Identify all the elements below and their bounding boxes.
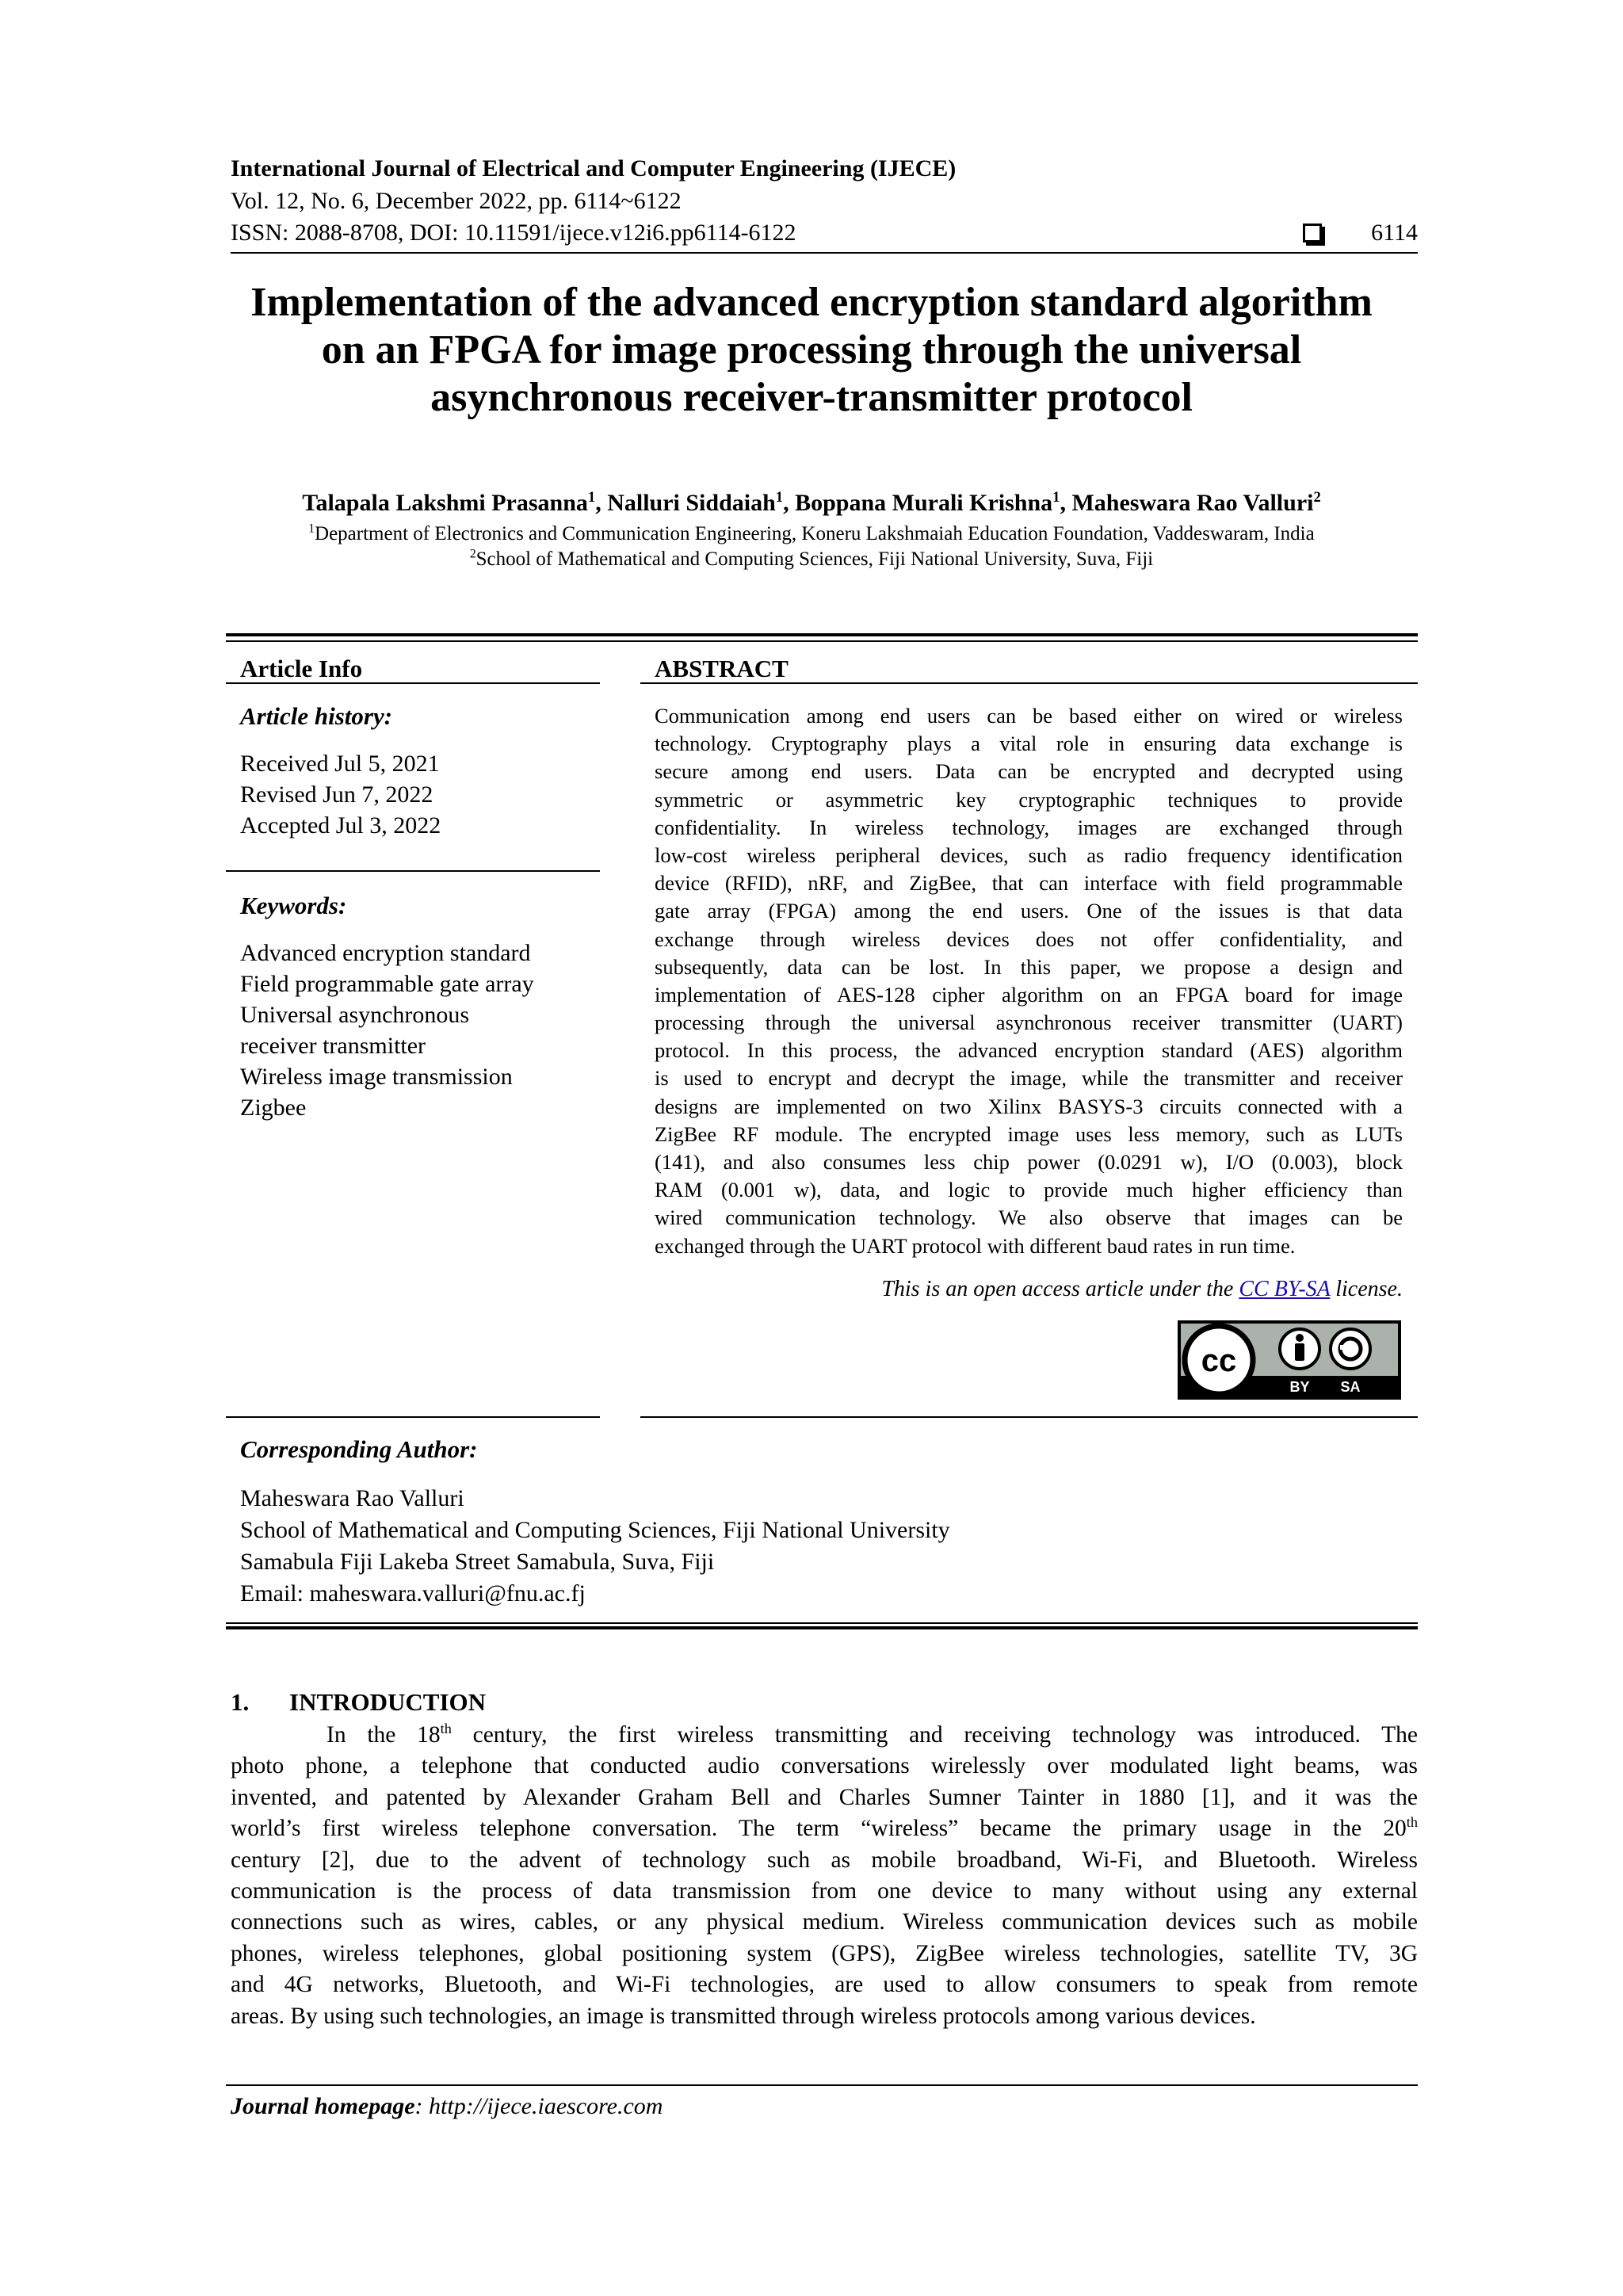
abstract-line: ZigBee RF module. The encrypted image uses less memory, such as LUTs xyxy=(655,1121,1403,1146)
abstract-line: symmetric or asymmetric key cryptographic techniques to provide xyxy=(655,787,1403,812)
author-separator: , xyxy=(1060,490,1072,516)
box-top-rule xyxy=(226,633,1418,636)
abstract-line: exchanged through the UART protocol with different baud rates in run time. xyxy=(655,1233,1296,1258)
intro-line: invented, and patented by Alexander Graham Bell and Charles Sumner Tainter in 1880 [1], and it was the xyxy=(231,1784,1418,1810)
box-top-rule-inner xyxy=(226,640,1418,642)
abstract-line: confidentiality. In wireless technology, images are exchanged through xyxy=(655,815,1403,839)
abstract-heading: ABSTRACT xyxy=(655,655,789,682)
abstract-line: wired communication technology. We also observe that images can be xyxy=(655,1205,1403,1230)
affiliation xyxy=(158,522,1465,546)
ordinal-suffix: th xyxy=(440,1721,452,1737)
intro-line: connections such as wires, cables, or any physical medium. Wireless communication devices such as mobile xyxy=(231,1909,1418,1935)
intro-line: photo phone, a telephone that conducted audio conversations wirelessly over modulated light beams, was xyxy=(231,1753,1418,1779)
intro-line xyxy=(231,1720,1418,1751)
abstract-line: Communication among end users can be based either on wired or wireless xyxy=(655,704,1403,728)
author-name: Talapala Lakshmi Prasanna xyxy=(302,490,588,516)
section-heading-introduction xyxy=(231,1688,486,1717)
footer-rule xyxy=(226,2084,1418,2086)
intro-line: and 4G networks, Bluetooth, and Wi-Fi technologies, are used to allow consumers to speak from remote xyxy=(231,1972,1418,1998)
accepted-date: Accepted Jul 3, 2022 xyxy=(240,812,441,839)
abstract-line: exchange through wireless devices does not offer confidentiality, and xyxy=(655,926,1403,951)
author-separator: , xyxy=(783,490,796,516)
license-link[interactable]: CC BY-SA xyxy=(1239,1277,1331,1301)
license-suffix: license. xyxy=(1330,1277,1403,1301)
abstract-rule xyxy=(640,682,1418,684)
author-affil-mark: 2 xyxy=(1313,489,1321,506)
affil-mark: 1 xyxy=(308,521,315,536)
introduction-text xyxy=(231,1720,1418,2032)
corresponding-author-name: Maheswara Rao Valluri xyxy=(240,1485,464,1511)
article-info-heading: Article Info xyxy=(240,655,363,682)
intro-line: communication is the process of data transmission from one device to many without using any external xyxy=(231,1878,1418,1904)
abstract-line: (141), and also consumes less chip power (0.0291 w), I/O (0.003), block xyxy=(655,1150,1403,1174)
author-name: Nalluri Siddaiah xyxy=(607,490,776,516)
abstract-line: RAM (0.001 w), data, and logic to provide much higher efficiency than xyxy=(655,1178,1403,1202)
keyword: Universal asynchronous xyxy=(240,1002,470,1028)
box-bottom-rule xyxy=(226,1626,1418,1629)
intro-text-run: century, the first wireless transmitting and receiving technology was introduced. The xyxy=(451,1722,1418,1748)
corresponding-author-heading: Corresponding Author: xyxy=(240,1435,478,1463)
abstract-bottom-rule xyxy=(640,1416,1418,1418)
header-rule xyxy=(231,252,1418,254)
keyword: Wireless image transmission xyxy=(240,1064,513,1090)
affiliation-text: Department of Electronics and Communication Engineering, Koneru Lakshmaiah Education Foundation, Vaddeswaram, India xyxy=(315,523,1315,544)
abstract-line: secure among end users. Data can be encrypted and decrypted using xyxy=(655,759,1403,784)
title-line: asynchronous receiver-transmitter protocol xyxy=(430,375,1193,420)
homepage-separator: : xyxy=(414,2093,430,2119)
homepage-url[interactable]: http://ijece.iaescore.com xyxy=(429,2093,663,2119)
author-separator: , xyxy=(595,490,608,516)
keyword: Field programmable gate array xyxy=(240,971,534,997)
sa-label: SA xyxy=(1340,1379,1361,1395)
abstract-line: technology. Cryptography plays a vital role in ensuring data exchange is xyxy=(655,732,1403,756)
received-date: Received Jul 5, 2021 xyxy=(240,751,440,777)
author-affil-mark: 1 xyxy=(587,489,596,506)
affiliation-text: School of Mathematical and Computing Sciences, Fiji National University, Suva, Fiji xyxy=(475,548,1154,570)
abstract-line: implementation of AES-128 cipher algorithm on an FPGA board for image xyxy=(655,982,1403,1007)
abstract-line: low-cost wireless peripheral devices, such as radio frequency identification xyxy=(655,842,1403,867)
affil-mark: 2 xyxy=(469,547,476,561)
abstract-line: designs are implemented on two Xilinx BASYS-3 circuits connected with a xyxy=(655,1094,1403,1118)
journal-name: International Journal of Electrical and Computer Engineering (IJECE) xyxy=(231,155,957,181)
author-affil-mark: 1 xyxy=(775,489,784,506)
volume-info: Vol. 12, No. 6, December 2022, pp. 6114~6122 xyxy=(231,188,682,214)
corresponding-author-address: Samabula Fiji Lakeba Street Samabula, Suva, Fiji xyxy=(240,1549,715,1575)
intro-line: areas. By using such technologies, an image is transmitted through wireless protocols among various devices. xyxy=(231,2003,1256,2029)
author-affil-mark: 1 xyxy=(1052,489,1060,506)
cc-by-sa-icon[interactable] xyxy=(1178,1320,1401,1400)
homepage-label: Journal homepage xyxy=(231,2093,415,2119)
by-label: BY xyxy=(1289,1379,1310,1395)
square-icon xyxy=(1303,223,1322,243)
keywords-heading: Keywords: xyxy=(240,892,347,919)
section-title: INTRODUCTION xyxy=(289,1688,487,1716)
issn-doi: ISSN: 2088-8708, DOI: 10.11591/ijece.v12i6.pp6114-6122 xyxy=(231,220,796,246)
cc-badge-letters: cc xyxy=(1201,1343,1237,1378)
corresponding-author-email: Email: maheswara.valluri@fnu.ac.fj xyxy=(240,1580,586,1606)
article-history-heading: Article history: xyxy=(240,702,393,730)
abstract-line: is used to encrypt and decrypt the image, while the transmitter and receiver xyxy=(655,1066,1403,1091)
author-list xyxy=(158,489,1465,518)
abstract-line: device (RFID), nRF, and ZigBee, that can interface with field programmable xyxy=(655,871,1403,896)
keyword: Zigbee xyxy=(240,1095,307,1121)
intro-line: phones, wireless telephones, global positioning system (GPS), ZigBee wireless technologies, satellite TV, 3G xyxy=(231,1940,1418,1966)
author-name: Boppana Murali Krishna xyxy=(795,490,1053,516)
revised-date: Revised Jun 7, 2022 xyxy=(240,781,433,808)
title-line: Implementation of the advanced encryption standard algorithm xyxy=(250,280,1373,325)
corresponding-author-dept: School of Mathematical and Computing Sciences, Fiji National University xyxy=(240,1517,950,1543)
license-statement xyxy=(655,1276,1403,1303)
article-info-rule xyxy=(226,682,600,684)
affiliation xyxy=(158,548,1465,571)
box-bottom-rule-inner xyxy=(226,1622,1418,1624)
history-rule xyxy=(226,870,600,872)
info-bottom-rule xyxy=(226,1416,600,1418)
abstract-text xyxy=(655,702,1403,1260)
abstract-line: processing through the universal asynchronous receiver transmitter (UART) xyxy=(655,1010,1403,1035)
ordinal-suffix: th xyxy=(1406,1814,1418,1831)
intro-line xyxy=(231,1813,1418,1844)
abstract-line: subsequently, data can be lost. In this paper, we propose a design and xyxy=(655,954,1403,979)
title-line: on an FPGA for image processing through the universal xyxy=(321,327,1302,372)
abstract-line: gate array (FPGA) among the end users. One of the issues is that data xyxy=(655,899,1403,923)
paper-title xyxy=(158,279,1465,422)
author-name: Maheswara Rao Valluri xyxy=(1071,490,1314,516)
abstract-line: protocol. In this process, the advanced encryption standard (AES) algorithm xyxy=(655,1038,1403,1063)
keyword: receiver transmitter xyxy=(240,1033,426,1059)
intro-line: century [2], due to the advent of technology such as mobile broadband, Wi-Fi, and Bluetooth. Wireless xyxy=(231,1847,1418,1873)
journal-homepage xyxy=(231,2092,663,2121)
page-number: 6114 xyxy=(1371,220,1418,246)
intro-text-run: world’s first wireless telephone conversation. The term “wireless” became the primary usage in the 20 xyxy=(231,1816,1407,1842)
intro-text-run: In the 18 xyxy=(327,1722,441,1748)
license-prefix: This is an open access article under the xyxy=(881,1277,1239,1301)
keyword: Advanced encryption standard xyxy=(240,940,531,966)
section-number: 1. xyxy=(231,1688,250,1716)
